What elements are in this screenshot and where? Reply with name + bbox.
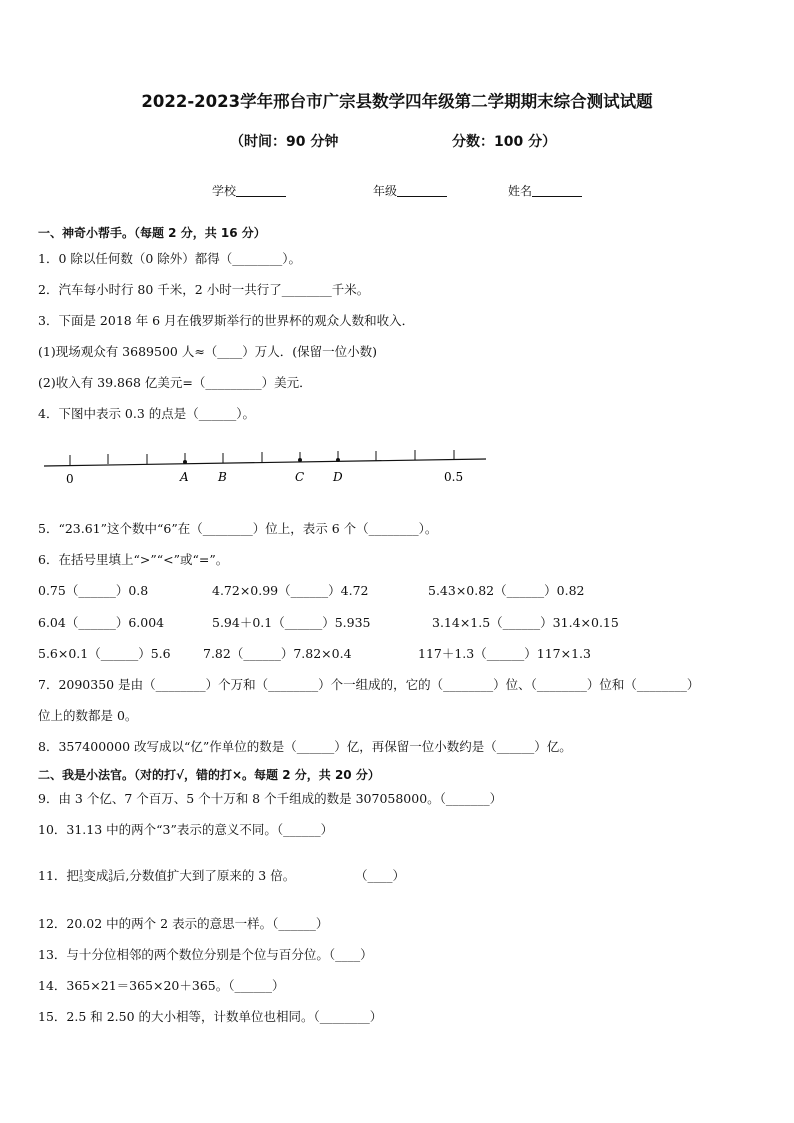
question-9: 9．由 3 个亿、7 个百万、5 个十万和 8 个千组成的数是 307058000。（_______） bbox=[38, 791, 503, 806]
name-blank bbox=[532, 184, 582, 197]
question-10: 10．31.13 中的两个“3”表示的意义不同。（______） bbox=[38, 822, 334, 837]
question-3: 3．下面是 2018 年 6 月在俄罗斯举行的世界杯的观众人数和收入． bbox=[38, 313, 415, 328]
question-12: 12．20.02 中的两个 2 表示的意思一样。（______） bbox=[38, 916, 329, 931]
q6-item: 5.94＋0.1（______）5.935 bbox=[212, 615, 371, 630]
q6-item: 5.6×0.1（______）5.6 bbox=[38, 646, 171, 661]
q6-item: 0.75（______）0.8 bbox=[38, 583, 149, 598]
number-line-axis bbox=[44, 459, 486, 466]
page-title: 2022-2023学年邢台市广宗县数学四年级第二学期期末综合测试试题 bbox=[141, 92, 653, 111]
number-line bbox=[40, 446, 490, 488]
school-label: 学校 bbox=[212, 184, 237, 198]
q6-item: 6.04（______）6.004 bbox=[38, 615, 165, 630]
number-line-figure bbox=[40, 446, 490, 488]
name-field bbox=[508, 182, 582, 199]
exam-time: （时间：90 分钟 bbox=[230, 134, 339, 150]
q6-item: 117＋1.3（______）117×1.3 bbox=[418, 646, 591, 661]
label-b: B bbox=[218, 470, 227, 484]
point-c-dot bbox=[298, 458, 302, 462]
school-blank bbox=[236, 184, 286, 197]
question-4: 4．下图中表示 0.3 的点是（______）。 bbox=[38, 406, 256, 421]
name-label: 姓名 bbox=[508, 184, 533, 198]
exam-score: 分数：100 分） bbox=[452, 134, 557, 150]
question-6: 6．在括号里填上“>”“<”或“=”。 bbox=[38, 552, 229, 567]
q6-item: 5.43×0.82（______）0.82 bbox=[428, 583, 585, 598]
question-11 bbox=[38, 868, 295, 884]
question-3-part-1: (1)现场观众有 3689500 人≈（____）万人．(保留一位小数) bbox=[38, 344, 378, 359]
section-2-heading: 二、我是小法官。（对的打√，错的打×。每题 2 分，共 20 分） bbox=[38, 768, 380, 782]
point-d-dot bbox=[336, 458, 340, 462]
q11-frac2-den: 9 bbox=[108, 875, 113, 884]
grade-label: 年级 bbox=[373, 184, 398, 198]
label-end: 0.5 bbox=[444, 470, 464, 484]
q6-item: 4.72×0.99（______）4.72 bbox=[212, 583, 369, 598]
question-7-line-2: 位上的数都是 0。 bbox=[38, 708, 138, 723]
question-13: 13．与十分位相邻的两个数位分别是个位与百分位。（____） bbox=[38, 947, 373, 962]
section-1-heading: 一、神奇小帮手。（每题 2 分，共 16 分） bbox=[38, 226, 266, 240]
question-7-line-1: 7．2090350 是由（________）个万和（________）个一组成的，它的（________）位、（________）位和（________） bbox=[38, 677, 700, 692]
q11-answer-blank: （____） bbox=[355, 868, 406, 883]
q11-frac2-num: 3 bbox=[108, 868, 113, 877]
label-zero: 0 bbox=[66, 472, 74, 486]
label-d: D bbox=[333, 470, 343, 484]
question-1: 1．0 除以任何数（0 除外）都得（________）。 bbox=[38, 251, 302, 266]
q11-text-3: 后,分数值扩大到了原来的 3 倍。 bbox=[112, 868, 296, 883]
question-8: 8．357400000 改写成以“亿”作单位的数是（______）亿，再保留一位小数约是（______）亿。 bbox=[38, 739, 572, 754]
question-3-part-2: (2)收入有 39.868 亿美元=（_________）美元． bbox=[38, 375, 312, 390]
q11-text-1: 11．把 bbox=[38, 868, 79, 883]
question-14: 14．365×21＝365×20＋365。（______） bbox=[38, 978, 285, 993]
school-field bbox=[212, 182, 286, 199]
label-a: A bbox=[180, 470, 189, 484]
q11-text-2: 变成 bbox=[83, 868, 109, 883]
label-c: C bbox=[295, 470, 305, 484]
point-a-dot bbox=[183, 460, 187, 464]
q11-frac1-den: 5 bbox=[78, 875, 84, 884]
q11-frac1-num: 1 bbox=[78, 868, 84, 877]
grade-field bbox=[373, 182, 447, 199]
q6-item: 3.14×1.5（______）31.4×0.15 bbox=[432, 615, 619, 630]
grade-blank bbox=[397, 184, 447, 197]
question-5: 5．“23.61”这个数中“6”在（________）位上，表示 6 个（________）。 bbox=[38, 521, 438, 536]
question-2: 2．汽车每小时行 80 千米，2 小时一共行了________千米。 bbox=[38, 282, 370, 297]
question-15: 15．2.5 和 2.50 的大小相等，计数单位也相同。（________） bbox=[38, 1009, 383, 1024]
q6-item: 7.82（______）7.82×0.4 bbox=[203, 646, 352, 661]
